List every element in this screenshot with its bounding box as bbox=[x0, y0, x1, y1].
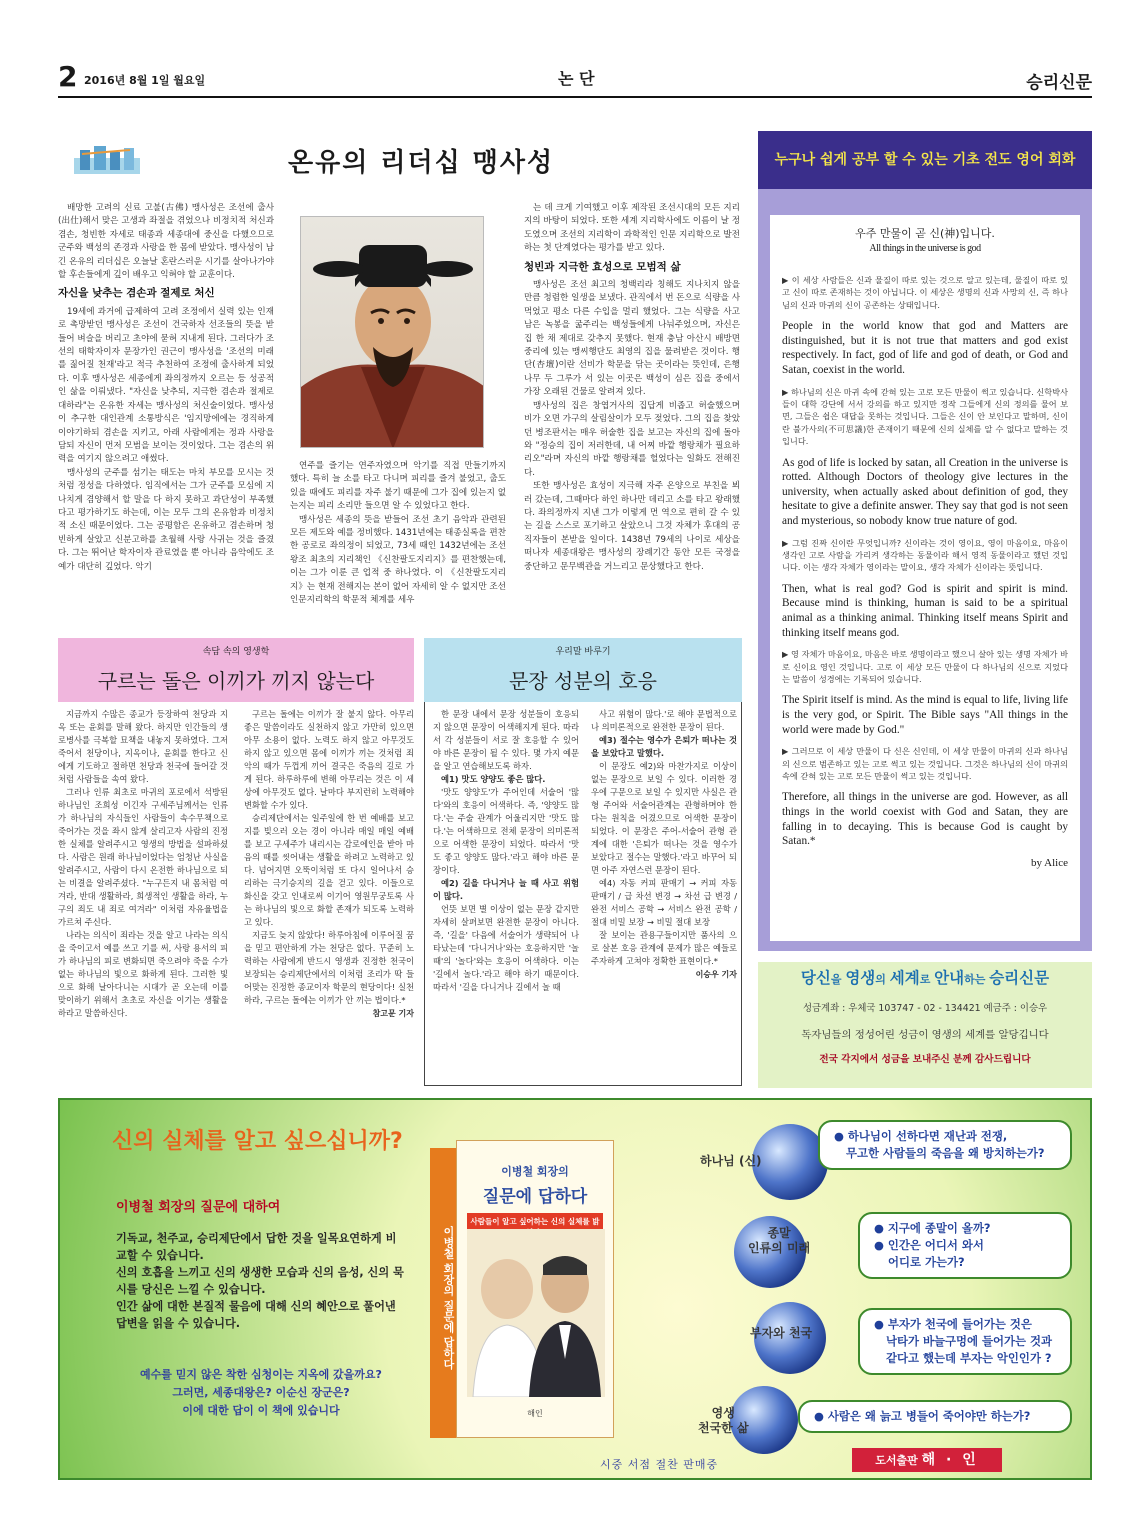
korean-paragraph: ▶ 영 자체가 마음이요, 마음은 바로 생명이라고 했으니 살아 있는 생명 자체가 바로 신이요 영인 것입니다. 고로 이 세상 모든 만물이 다 하나님의 신으로 지었다는 말씀이 성경에는 기록되어 있습니다. bbox=[782, 649, 1068, 684]
paper-name: 승리신문 bbox=[1026, 73, 1092, 93]
grammar-example: 예4) 자동 커피 판매기 → 커피 자동 판매기 / 급 차선 변경 → 차선 급 변경 / 완전 서비스 공학 → 서비스 완전 공학 / 절대 비밀 보장 → 비밀 절대 보장 bbox=[591, 878, 737, 927]
book-advertisement bbox=[58, 1098, 1092, 1480]
orb-label-god: 하나님 (신) bbox=[700, 1154, 762, 1168]
grammar-example: 예3) 절수는 영수가 은퇴가 떠나는 것을 보았다고 말했다. bbox=[591, 735, 737, 758]
grammar-body bbox=[424, 702, 742, 1086]
proverb-column-label: 속담 속의 영생학 bbox=[202, 647, 270, 657]
page-number: 2 bbox=[58, 60, 78, 93]
question-box-3: ● 부자가 천국에 들어가는 것은 낙타가 바늘구멍에 들어가는 것과 같다고 했는데 부자는 악인인가 ? bbox=[858, 1308, 1072, 1375]
portrait-figure-icon bbox=[301, 217, 484, 448]
english-box-heading: 우주 만물이 곧 신(神)입니다. bbox=[855, 227, 995, 240]
ad-body-line: 신의 호흡을 느끼고 신의 생생한 모습과 신의 음성, 신의 묵시를 당신은 느낄 수 있습니다. bbox=[116, 1266, 404, 1296]
issue-date: 2016년 8월 1일 월요일 bbox=[84, 74, 206, 87]
article-paragraph: 또한 맹사성은 효성이 지극해 자주 온양으로 부친을 뵈러 갔는데, 그때마다 하인 하나만 데리고 소를 타고 왕래했다. 좌의정까지 지낸 그가 이렇게 먼 역으로 편히 갈 수 있는 길을 스스로 포기하고 살았으니 그것 자체가 후대의 공직자들이 본받을 일이다. 1438년 79세의 나이로 세상을 떠나자 세종대왕은 맹사성의 장례기간 동안 모든 국정을 중단하고 문무백관을 거느리고 문상했다고 한다. bbox=[524, 481, 740, 572]
article-title: 온유의 리더십 맹사성 bbox=[288, 148, 555, 178]
korean-paragraph: ▶ 그러므로 이 세상 만물이 다 신은 신인데, 이 세상 만물이 마귀의 신과 하나님의 신으로 범존하고 있는 고로 썩고 있는 것입니다. 그것은 하나님의 신이 마귀의 속에 갇혀 있는 고로 모든 만물이 썩고 있는 것입니다. bbox=[782, 746, 1068, 781]
article-paragraph: 는 데 크게 기여했고 이후 제작된 조선시대의 모든 지리지의 바탕이 되었다. 또한 세계 지리학사에도 이름이 날 정도였으며 조선의 지리학이 과학적인 인문 지리학으로 발전하는 첫 단계였다는 평가를 받고 있다. bbox=[524, 203, 740, 254]
question-box-2: ● 지구에 종말이 올까? ● 인간은 어디서 와서 어디로 가는가? bbox=[858, 1212, 1072, 1279]
main-article bbox=[58, 130, 740, 620]
korean-paragraph: ▶ 이 세상 사람들은 신과 물질이 따로 있는 것으로 알고 있는데, 물질이 따로 있고 신이 따로 존재하는 것이 아닙니다. 이 세상은 생명의 신과 사망의 신, 즉 하나님의 신과 마귀의 신이 공존하는 상태입니다. bbox=[782, 275, 1068, 310]
grammar-example: 예1) 맛도 양양도 좋은 많다. bbox=[441, 774, 546, 784]
grammar-paragraph: 잘 보이는 관용구들이지만 품사의 으로 살본 호응 관계에 문제가 많은 예들로 주자하게 고쳐야 정확한 표현이다.* bbox=[591, 930, 737, 966]
korean-paragraph: ▶ 그럼 진짜 신이란 무엇입니까? 신이라는 것이 영이요, 영이 마음이요, 마음이 생각인 고로 사람을 가리켜 생각하는 동물이라 해서 영적 동물이라고 했던 것입니다. 이는 생각 자체가 영이라는 말이요, 생각 자체가 신이라는 뜻입니다. bbox=[782, 537, 1068, 573]
donation-account: 성금계좌 : 우체국 103747 - 02 - 134421 예금주 : 이승우 bbox=[802, 1003, 1048, 1014]
proverb-paragraph: 승리제단에서는 일주일에 한 번 예배를 보고 지를 빚으러 오는 경이 아니라 매일 매일 예배를 보고 구세주가 내리시는 감로에인을 받아 마음의 때를 씻어내는 생활을 하려고 노력하고 있다. 넘어지면 오뚝이처럼 또 다시 일어나서 승리하는 극기승지의 길을 걷고 있다. 이들으로 화신을 갖고 인내로써 이기어 영원무궁토록 사는 하나님의 빛으로 화할 존재가 되도록 노력하고 있다. bbox=[244, 813, 414, 927]
article-column-3 bbox=[524, 202, 740, 574]
ad-headline: 신의 실체를 알고 싶으십니까? bbox=[112, 1129, 403, 1154]
english-paragraph: Therefore, all things in the universe are god. However, as all things in the world coexist with God and Satan, they are falling in to decaying. This is because God is caught by Satan.* bbox=[782, 791, 1068, 848]
ad-question-line: 그러면, 세종대왕은? 이순신 장군은? bbox=[172, 1386, 350, 1399]
article-paragraph: 연주를 즐기는 연주자였으며 악기를 직접 만들기까지 했다. 특히 늘 소를 타고 다니며 피리를 즐겨 불었고, 출도 있을 때에도 피리를 자주 불기 때문에 그가 집에 있는지 없는지는 피리 소리만 들으면 알 수 있었다고 한다. bbox=[290, 461, 506, 512]
proverb-header bbox=[58, 638, 414, 702]
english-box-byline: by Alice bbox=[1031, 856, 1068, 869]
book-spine: 이병철 회장의 질문에 답하다 bbox=[430, 1148, 456, 1438]
english-box-heading-en: All things in the universe is god bbox=[869, 243, 981, 254]
proverb-column bbox=[58, 638, 414, 1086]
proverb-byline: 참고문 기자 bbox=[372, 1009, 414, 1018]
proverb-paragraph: 지금도 늦지 않았다! 하루아침에 이루어질 꿈을 믿고 편안하게 가는 천당은 없다. 꾸준히 노력하는 사람에게 반드시 영생과 진정한 천국이 보장되는 승리제단에서의 이처럼 조리가 딱 들어맞는 진정한 종교이자 학문의 현당이다! 실천하라, 구르는 돌에는 이끼가 안 끼는 법이다.* bbox=[244, 930, 414, 1005]
ad-subtitle: 이병철 회장의 질문에 대하여 bbox=[116, 1200, 281, 1215]
proverb-text-col-2 bbox=[244, 708, 414, 1020]
orb-label-eternal: 영생 천국한 삶 bbox=[698, 1406, 749, 1435]
book-cover bbox=[430, 1140, 614, 1440]
english-paragraph: People in the world know that god and Matters are distinguished, but it is not true that matters and god exist respectively. In fact, god of life and god of death, or God and Satan, coexist in the world. bbox=[782, 320, 1068, 376]
english-box-content bbox=[770, 215, 1080, 941]
proverb-text-col-1 bbox=[58, 708, 228, 1020]
english-paragraph: As god of life is locked by satan, all Creation in the universe is rotted. Although Doctors of theology give lectures in the university, when actually asked about definition of god, they hesitate to give a definite answer. They say that god is not seen and mysterious, so nobody know true nature of god. bbox=[782, 456, 1068, 527]
ad-body-line: 기독교, 천주교, 승리제단에서 답한 것을 일목요연하게 비교할 수 있습니다. bbox=[116, 1232, 397, 1262]
orb-label-future: 종말 인류의 미래 bbox=[748, 1226, 811, 1255]
english-box-title: 누구나 쉽게 공부 할 수 있는 기초 전도 영어 회화 bbox=[758, 131, 1092, 189]
grammar-paragraph: 언뜻 보면 별 이상이 없는 문장 같지만 자세히 살펴보면 완전한 문장이 아니다. 즉, '길을' 다음에 서술어가 생략되어 나타났는데 '다니거나'와는 호응하지만 '놀 때'의 '놀다'와는 호응이 어색하다. 이는 '길에서 놀다.'라고 해야 하기 때문이다. 따라서 '길을 다니거나 길에서 놀 때 bbox=[433, 904, 579, 992]
proverb-paragraph: 지금까지 수많은 종교가 등장하여 천당과 지옥 또는 윤회를 말해 왔다. 하지만 인간들의 생로병사를 극복할 묘책을 내놓지 못하였다. 그저 죽어서 천당이나, 지옥이나, 윤회를 한다고 신에게 기도하고 절하면 천당과 천국에 들어갈 것처럼 사람들을 속여 왔다. bbox=[58, 709, 228, 784]
proverb-paragraph: 나라는 의식이 죄라는 것을 알고 나라는 의식을 죽이고서 예를 쓰고 기를 써, 사랑 용서의 피가 하나님의 피로 변화되면 죽으려야 죽을 수가 없는 하나님의 빛으로 화하게 된다. 그러한 빛으로 화해 날아다니는 시대가 곧 오는데 이를 맞이하기 위해서 초초로 자신을 이기는 생활을 하라고 말씀하신다. bbox=[58, 930, 228, 1018]
notice-line: 독자님들의 정성어린 성금이 영생의 세계를 알당깁니다 bbox=[801, 1029, 1049, 1041]
orb-label-rich: 부자와 천국 bbox=[750, 1326, 813, 1340]
section-title: 논 단 bbox=[558, 69, 595, 88]
english-paragraph: The Spirit itself is mind. As the mind is equal to life, living life is the very god, or Spirit. The Bible says "All things in the world were made by God." bbox=[782, 694, 1068, 736]
english-conversation-box bbox=[758, 131, 1092, 951]
grammar-paragraph: 이 문장도 예2)와 마찬가지로 이상이 없는 문장으로 보일 수 있다. 이러한 경우에 구문으로 보일 수 있지만 사실은 관형 주어와 서술어관계는 관형하며야 한다는 원칙을 어겼으므로 어색한 문장이 되었다. 이 문장은 주어-서술어 관형 관계에 대한 '은퇴가 떠나는 것을 영수가 보았다고 절수는 말했다.'라고 바꾸어 되면 아주 자연스런 문장이 된다. bbox=[591, 761, 737, 875]
article-subheading: 청빈과 지극한 효성으로 모범적 삶 bbox=[524, 260, 681, 273]
portrait-image bbox=[300, 216, 484, 448]
grammar-paragraph: 한 문장 내에서 문장 성분들이 호응되지 않으면 문장이 어색해지게 된다. 따라서 각 성분들이 서로 잘 호응할 수 있어야 바른 문장이 될 수 있다. 몇 가지 예문을 알고 연습해보도록 하자. bbox=[433, 709, 579, 771]
ad-question-line: 예수를 믿지 않은 착한 심청이는 지옥에 갔을까요? bbox=[140, 1368, 382, 1381]
grammar-text-col-1 bbox=[433, 708, 579, 994]
proverb-title: 구르는 돌은 이끼가 끼지 않는다 bbox=[97, 669, 375, 693]
grammar-paragraph: '맛도 양양도'가 주어인데 서술어 '많다'와의 호응이 어색하다. 즉, '양양도 많다.'는 주술 관계가 어울리지만 '맛도 많다.'는 어색하므로 전체 문장이 의미론적으로 어색한 문장이 되었다. 따라서 '맛도 좋고 양양도 많다.'라고 해야 바른 문장이다. bbox=[433, 787, 579, 875]
grammar-example: 예2) 길을 다니거나 늘 때 사고 위험이 많다. bbox=[433, 878, 579, 901]
book-photo-icon bbox=[467, 1229, 605, 1397]
grammar-text-col-2 bbox=[591, 708, 737, 981]
grammar-column-label: 우리말 바루기 bbox=[555, 647, 611, 657]
notice-thanks: 전국 각지에서 성금을 보내주신 분께 감사드립니다 bbox=[819, 1054, 1031, 1065]
article-paragraph: 배망한 고려의 신료 고불(古佛) 맹사성은 조선에 출사(出仕)해서 맞은 고생과 좌절을 겪었으나 비정치적 처신과 겸손, 청빈한 자세로 태종과 세종대에 중신을 다했으므로 군주와 백성의 존경과 사랑을 한 몸에 받았다. 맹사성이 남긴 온유의 리더십은 오늘날 혼란스러운 시기를 살아나가야 할 후손들에게 깊이 배우고 익혀야 할 교훈이다. bbox=[58, 203, 274, 281]
article-subheading: 자신을 낮추는 겸손과 절제로 처신 bbox=[58, 287, 215, 300]
notice-title: 당신을 영생의 세계로 안내하는 승리신문 bbox=[800, 969, 1050, 987]
article-column-1 bbox=[58, 202, 274, 574]
ad-body-line: 인간 삶에 대한 본질적 물음에 대해 신의 혜안으로 풀어낸 답변을 읽을 수 있습니다. bbox=[116, 1300, 396, 1330]
grammar-title: 문장 성분의 호응 bbox=[509, 669, 657, 693]
masthead bbox=[58, 58, 1092, 98]
grammar-byline: 이승우 기자 bbox=[695, 970, 737, 979]
proverb-paragraph: 그러나 인류 최초로 마귀의 포로에서 석방된 하나님인 조희성 이긴자 구세주님께서는 인류가 하나님의 자식들인 사람들이 속수무책으로 죽어가는 것을 좌시 않게 살리고자 사람의 진정한 실체를 알려주시고 영생의 방법을 설파하셨다. 사람은 원래 하나님이었다는 엄청난 사실을 알려주시고, 사람이 다시 온전한 하나님으로 되는 비결을 알려주셨다. "누구든지 내 몸처럼 여겨라, 반대 생활하라, 희생적인 생활을 하라, 누구의 죄도 내 죄로 여겨라" 이처럼 자유율법을 가르쳐 주신다. bbox=[58, 787, 228, 927]
ad-sales-caption: 시중 서점 절찬 판매중 bbox=[600, 1458, 719, 1471]
grammar-column bbox=[424, 638, 742, 1086]
book-title-line-2: 질문에 답하다 bbox=[482, 1187, 588, 1207]
korean-paragraph: ▶ 하나님의 신은 마귀 속에 갇혀 있는 고로 모든 만물이 썩고 있습니다. 신학박사들이 대학 강단에 서서 강의를 하고 있지만 정작 그들에게 신의 정의를 물어 보면, 그들은 쉽은 대답을 못하는 것입니다. 그들은 신이 안 보인다고 말하며, 신이란 불가사의(不可思議)한 존재이기 때문에 신의 실체를 알 수 없다고 말하는 것입니다. bbox=[782, 386, 1068, 447]
grammar-paragraph: 사고 위험이 많다.'로 해야 문법적으로나 의미론적으로 완전한 문장이 된다. bbox=[591, 709, 737, 732]
book-tagline: 사람들이 알고 싶어하는 신의 실체를 밝 bbox=[467, 1213, 603, 1241]
ad-question-block bbox=[116, 1366, 406, 1420]
article-paragraph: 맹사성은 조선 최고의 청백리라 칭해도 지나치지 않을 만큼 청렴한 일생을 보냈다. 관직에서 번 돈으로 식량을 사먹었고 평소 다른 수입을 멀리 했었다. 그는 식량을 사고 남은 녹봉을 굶주리는 백성들에게 나눠주었으며, 자신은 집 한 채 제대로 갖추지 못했다. 현재 충남 아산시 배방면 중리에 있는 맹씨행단도 최영의 집을 물려받은 것이다. 행단(杏壇)이란 선비가 학문을 닦는 곳이라는 뜻인데, 은행나무 두 그루가 서 있는 이곳은 백성이 심은 집을 중에서 가장 오래된 건물로 알려져 있다. bbox=[524, 280, 740, 398]
question-box-1: ● 하나님이 선하다면 재난과 전쟁, 무고한 사람들의 죽음을 왜 방치하는가? bbox=[818, 1120, 1072, 1170]
grammar-header bbox=[424, 638, 742, 702]
english-paragraph: Then, what is real god? God is spirit and spirit is mind. Because mind is thinking, human is said to be a spiritual animal as a thinking animal. Thinking itself means Spirit and thinking itself means god. bbox=[782, 582, 1068, 639]
proverb-paragraph: 구르는 돌에는 이끼가 잘 붙지 않다. 아무리 좋은 말씀이라도 실천하지 않고 가만히 있으면 아무 소용이 없다. 노력도 하지 않고 아무것도 하지 않고 있으면 몸에 이끼가 끼는 것처럼 죄악의 때가 두껍게 끼어 결국은 죽음의 길로 가게 된다. 하루하루에 변해 아무리는 것은 이 세상에 아무것도 없다. 날마다 부지런히 노력해야 변화할 수가 있다. bbox=[244, 709, 414, 810]
article-paragraph: 맹사성의 군주를 섬기는 태도는 마치 부모를 모시는 것처럼 정성을 다하였다. 임직에서는 그가 군주를 모심에 지나치게 겸양해서 할 말을 다 하지 못하고 과단성이 부족했다고 평가하기도 하는데, 이는 모두 그의 온유함과 비정치적 소신 때문이었다. 그는 공평함은 온유하고 겸손하며 청빈하게 살았고 신분고하를 초월해 사랑 사귀는 것을 즐겼다. 그는 뛰어난 학자이자 관료였을 뿐 아니라 음악에도 조예가 대단히 깊었다. 악기 bbox=[58, 467, 274, 572]
book-front bbox=[456, 1140, 614, 1438]
donation-notice bbox=[758, 962, 1092, 1088]
article-paragraph: 맹사성의 집은 창엽거사의 집답게 비좁고 허술했으며 비가 오면 가구의 살림살이가 모두 젖었다. 그의 집을 찾았던 병조판서는 매우 허술한 집을 보고는 자신의 집에 돌아와 "정승의 집이 저러한데, 내 어찌 바깥 행랑채가 필요하리오"라며 자신의 바깥 행랑채를 헐었다는 일화도 전해진다. bbox=[524, 400, 740, 478]
question-box-4: ● 사람은 왜 늙고 병들어 죽어야만 하는가? bbox=[798, 1400, 1072, 1433]
article-paragraph: 맹사성은 세종의 뜻을 받들어 조선 초기 음악과 관련된 모든 제도와 예를 정비했다. 1431년에는 태종실록을 편찬한 공로로 좌의정이 되었고, 73세 때인 1432년에는 조선왕조 최초의 지리책인 《신찬팔도지리지》를 편찬했는데, 이는 그가 이룬 큰 업적 중 하나였다. 이 《신찬팔도지리지》는 현재 전해지는 본이 없어 자세히 알 수 없지만 조선 인문지리학의 학문적 체계를 세우 bbox=[290, 514, 506, 606]
book-publisher: 해인 bbox=[527, 1409, 543, 1418]
column-logo-icon bbox=[74, 144, 140, 174]
book-title-line-1: 이병철 회장의 bbox=[501, 1165, 569, 1178]
ad-publisher-badge: 도서출판 해 · 인 bbox=[852, 1448, 1002, 1472]
article-column-2 bbox=[290, 460, 506, 607]
ad-question-line: 이에 대한 답이 이 책에 있습니다 bbox=[182, 1404, 340, 1417]
ad-body bbox=[116, 1230, 406, 1332]
article-paragraph: 19세에 과거에 급제하여 고려 조정에서 실력 있는 인재로 촉망받던 맹사성은 조선이 건국하자 선조들의 뜻을 받들어 벼슬을 버리고 초야에 묻혀 지내게 된다. 그러다가 조선의 태학자이자 문장가인 권근이 맹사성을 '조선의 미래를 짊어질 천재'라고 적극 추천하여 조정에 출사하게 되었다. 이후 맹사성은 세종에게 좌의정까지 오르는 등 성공적인 삶을 이뤄냈다. "자신을 낮추되, 지극한 겸손과 절제로 대하라"는 온유한 자세는 맹사성의 처신술이었다. 맹사성이 추구한 대인관계 소통방식은 '임지망에에는 경직하게 이야기하되 겸손을 지키고, 아래 사람에게는 정과 사랑을 담되 자신이 먼저 모범을 보이는 것이었다. 그는 겸손의 위력을 여기지 않으려고 애썼다. bbox=[58, 306, 274, 465]
